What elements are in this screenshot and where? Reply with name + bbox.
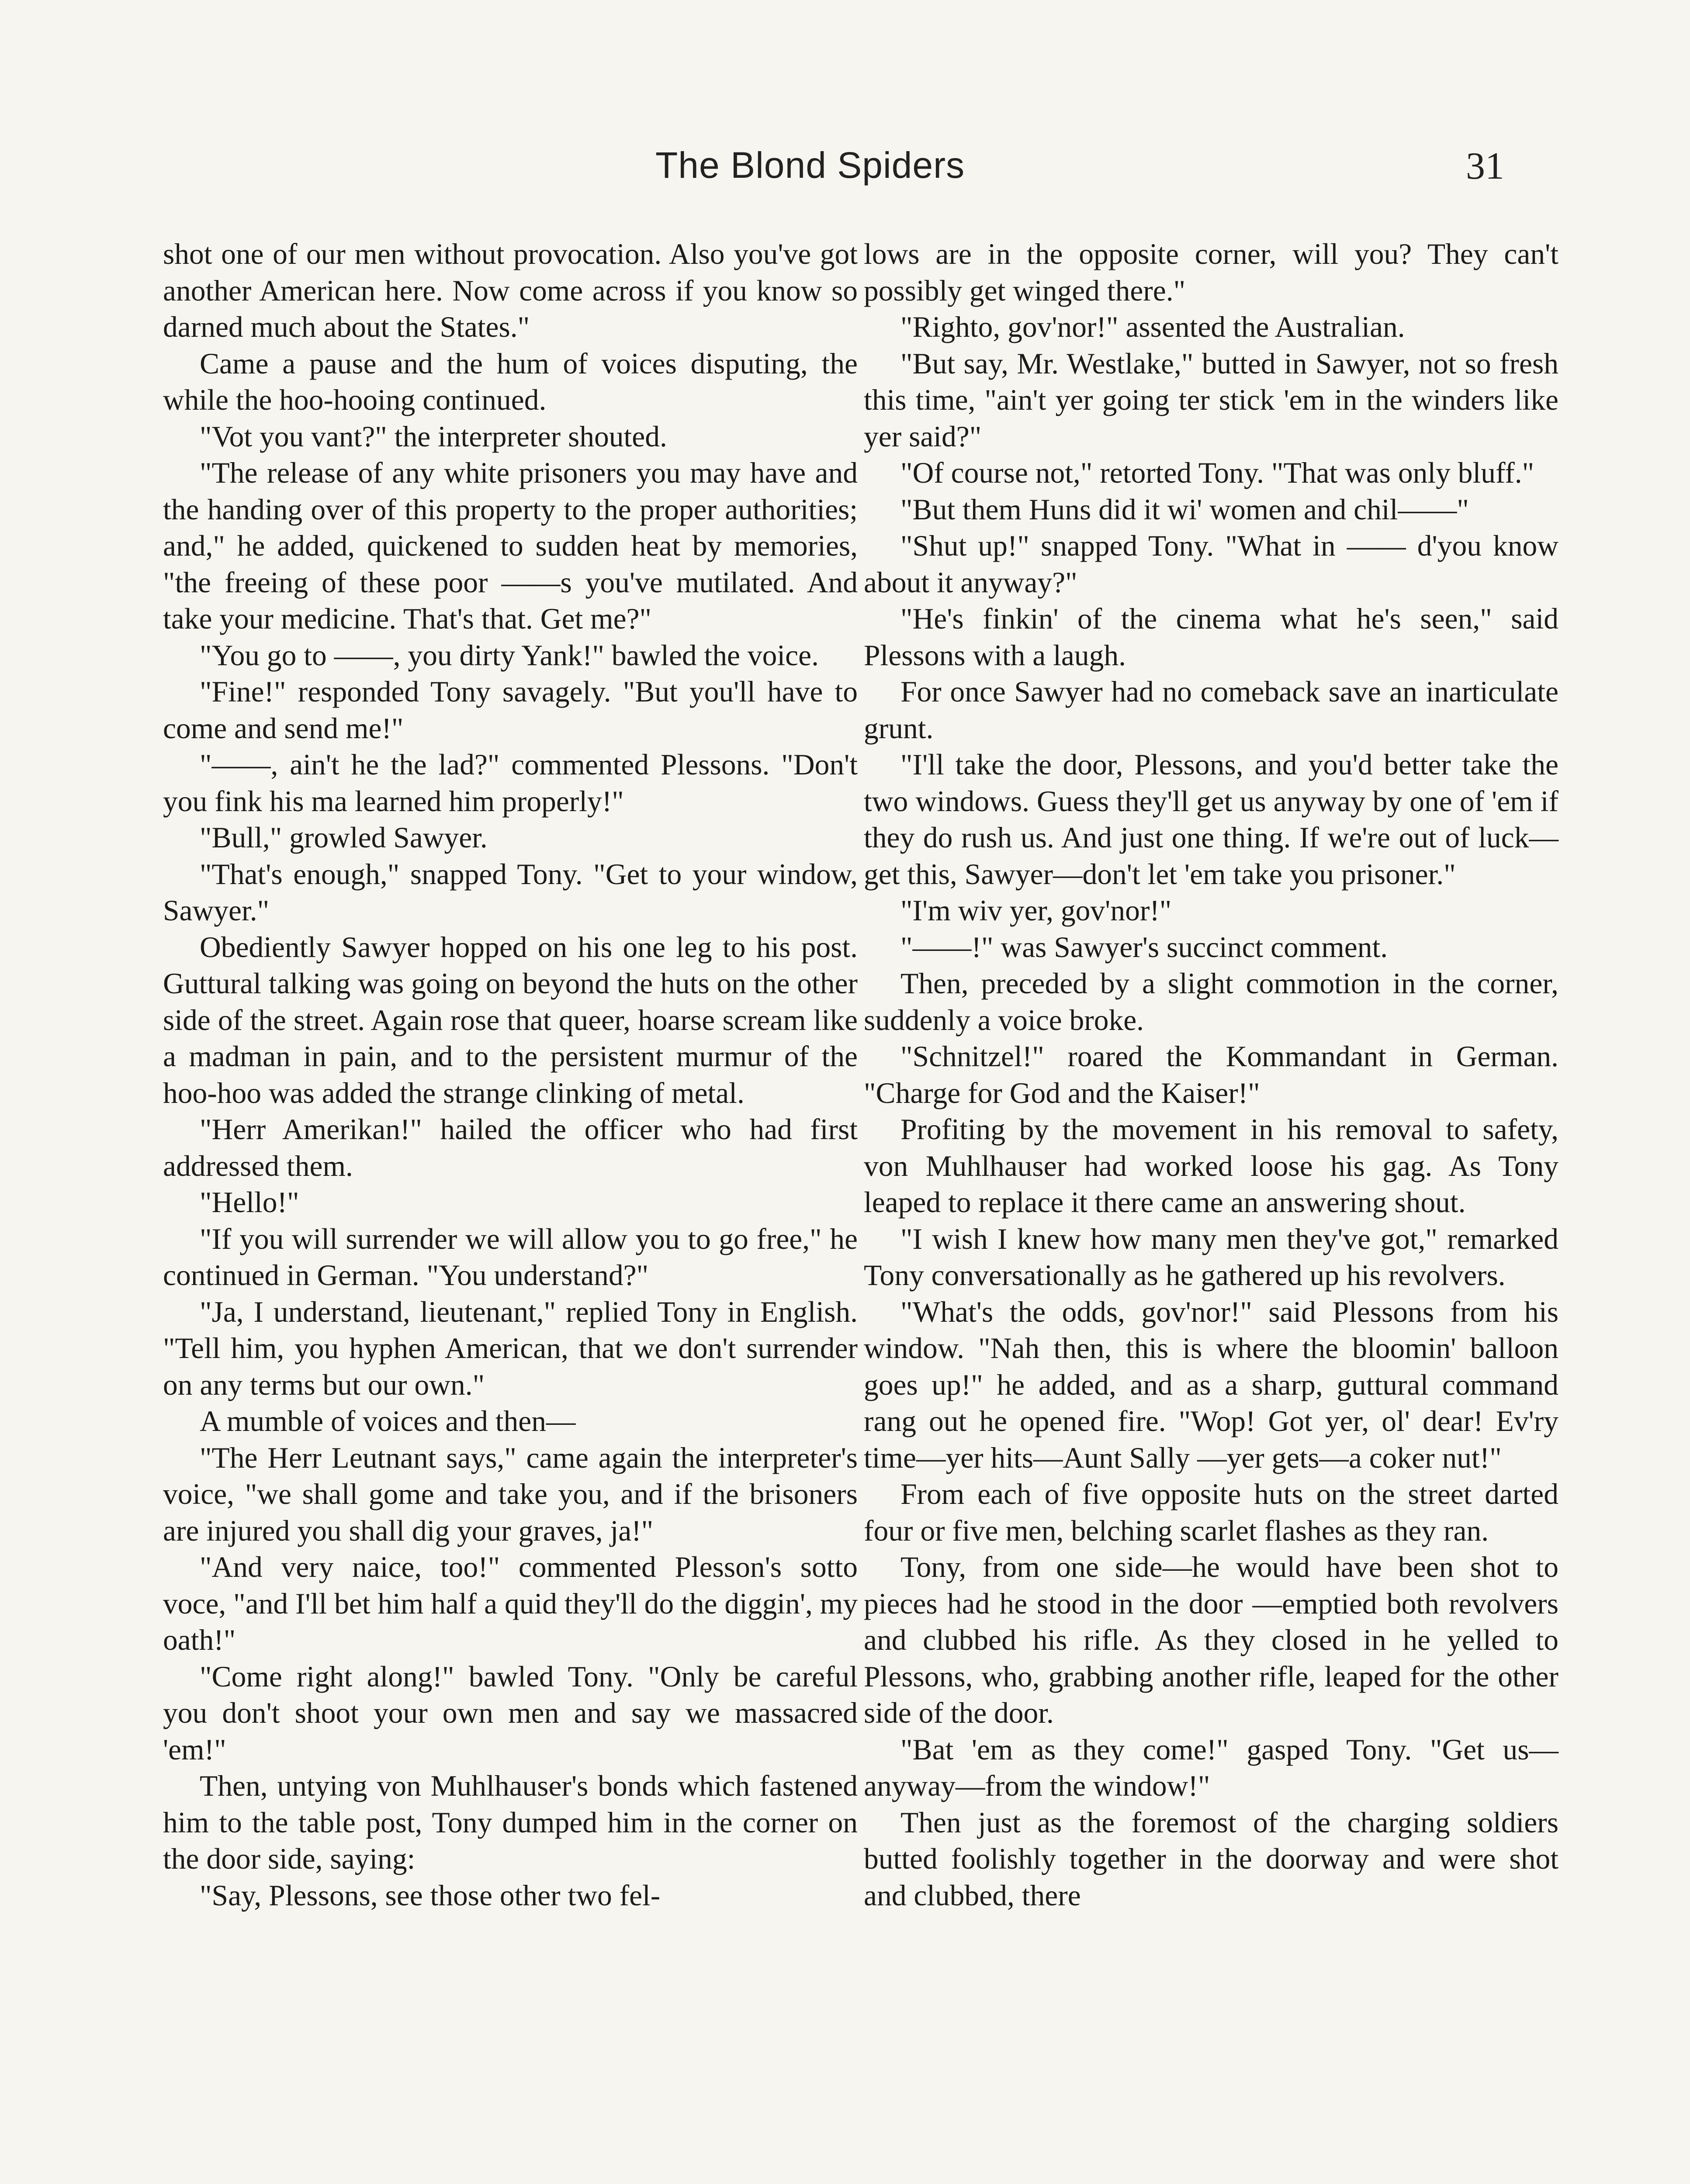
paragraph: "Vot you vant?" the interpreter shouted. — [200, 420, 667, 453]
left-column — [163, 236, 858, 1914]
paragraph: "You go to ——, you dirty Yank!" bawled the voice. — [200, 639, 819, 672]
paragraph: "Shut up!" snapped Tony. "What in —— d'you know about it anyway?" — [864, 529, 1558, 599]
paragraph: Then, preceded by a slight commotion in the corner, suddenly a voice broke. — [864, 967, 1558, 1037]
paragraph: "If you will surrender we will allow you to go free," he continued in German. "You understand?" — [163, 1222, 858, 1292]
paragraph: Profiting by the movement in his removal to safety, von Muhlhauser had worked loose his gag. As Tony leaped to replace it there came an answering shout. — [864, 1113, 1558, 1219]
paragraph: "What's the odds, gov'nor!" said Plessons from his window. "Nah then, this is where the bloomin' balloon goes up!" he added, and as a sharp, guttural command rang out he opened fire. "Wop! Got yer, ol' dear! Ev'ry time—yer hits—Aunt Sally —yer gets—a coker nut!" — [864, 1295, 1558, 1474]
running-head — [0, 144, 1690, 197]
paragraph: "Come right along!" bawled Tony. "Only be careful you don't shoot your own men and say we massacred 'em!" — [163, 1660, 858, 1766]
paragraph: "Bull," growled Sawyer. — [200, 821, 488, 854]
paragraph: Obediently Sawyer hopped on his one leg to his post. Guttural talking was going on beyond the huts on the other side of the street. Again rose that queer, hoarse scream like a madman in pain, and to the persistent murmur of the hoo-hoo was added the strange clinking of metal. — [163, 930, 858, 1109]
paragraph: "But say, Mr. Westlake," butted in Sawyer, not so fresh this time, "ain't yer going ter stick 'em in the winders like yer said?" — [864, 347, 1558, 453]
paragraph: Then just as the foremost of the charging soldiers butted foolishly together in the doorway and were shot and clubbed, there — [864, 1806, 1558, 1912]
paragraph: Tony, from one side—he would have been shot to pieces had he stood in the door —emptied both revolvers and clubbed his rifle. As they closed in he yelled to Plessons, who, grabbing another rifle, leaped for the other side of the door. — [864, 1551, 1558, 1729]
running-title: The Blond Spiders — [655, 145, 965, 186]
paragraph: "Hello!" — [200, 1186, 299, 1219]
paragraph: "Herr Amerikan!" hailed the officer who had first addressed them. — [163, 1113, 858, 1182]
paragraph: From each of five opposite huts on the street darted four or five men, belching scarlet flashes as they ran. — [864, 1478, 1558, 1547]
paragraph: "I'll take the door, Plessons, and you'd better take the two windows. Guess they'll get us anyway by one of 'em if they do rush us. And just one thing. If we're out of luck—get this, Sawyer—don't let 'em take you prisoner." — [864, 748, 1558, 891]
paragraph: "The Herr Leutnant says," came again the interpreter's voice, "we shall gome and take you, and if the brisoners are injured you shall dig your graves, ja!" — [163, 1441, 858, 1547]
right-column — [864, 236, 1558, 1914]
paragraph: "And very naice, too!" commented Plesson's sotto voce, "and I'll bet him half a quid they'll do the diggin', my oath!" — [163, 1551, 858, 1656]
paragraph: lows are in the opposite corner, will you? They can't possibly get winged there." — [864, 238, 1558, 307]
paragraph: "Bat 'em as they come!" gasped Tony. "Get us—anyway—from the window!" — [864, 1733, 1558, 1802]
paragraph: "That's enough," snapped Tony. "Get to your window, Sawyer." — [163, 857, 858, 927]
paragraph: "Schnitzel!" roared the Kommandant in German. "Charge for God and the Kaiser!" — [864, 1040, 1558, 1109]
paragraph: Then, untying von Muhlhauser's bonds which fastened him to the table post, Tony dumped him in the corner on the door side, saying: — [163, 1769, 858, 1875]
paragraph: "He's finkin' of the cinema what he's seen," said Plessons with a laugh. — [864, 602, 1558, 672]
paragraph: "The release of any white prisoners you may have and the handing over of this property to the proper authorities; and," he added, quickened to sudden heat by memories, "the freeing of these poor ——s you've mutilated. And take your medicine. That's that. Get me?" — [163, 456, 858, 635]
paragraph: "Of course not," retorted Tony. "That was only bluff." — [900, 456, 1534, 489]
paragraph: "But them Huns did it wi' women and chil——" — [900, 493, 1469, 526]
paragraph: shot one of our men without provocation. Also you've got another American here. Now come across if you know so darned much about the States." — [163, 238, 858, 343]
paragraph: Came a pause and the hum of voices disputing, the while the hoo-hooing continued. — [163, 347, 858, 416]
paragraph: For once Sawyer had no comeback save an inarticulate grunt. — [864, 675, 1558, 745]
paragraph: "I'm wiv yer, gov'nor!" — [900, 894, 1172, 927]
paragraph: "——, ain't he the lad?" commented Plessons. "Don't you fink his ma learned him properly!" — [163, 748, 858, 818]
paragraph: "——!" was Sawyer's succinct comment. — [900, 930, 1388, 964]
paragraph: "I wish I knew how many men they've got," remarked Tony conversationally as he gathered up his revolvers. — [864, 1222, 1558, 1292]
paragraph: "Say, Plessons, see those other two fel- — [200, 1879, 661, 1912]
paragraph: "Righto, gov'nor!" assented the Australian. — [900, 311, 1405, 343]
paragraph: "Fine!" responded Tony savagely. "But you'll have to come and send me!" — [163, 675, 858, 745]
page-number: 31 — [1466, 145, 1504, 187]
paragraph: "Ja, I understand, lieutenant," replied Tony in English. "Tell him, you hyphen American, that we don't surrender on any terms but our own." — [163, 1295, 858, 1401]
paragraph: A mumble of voices and then— — [200, 1405, 576, 1438]
